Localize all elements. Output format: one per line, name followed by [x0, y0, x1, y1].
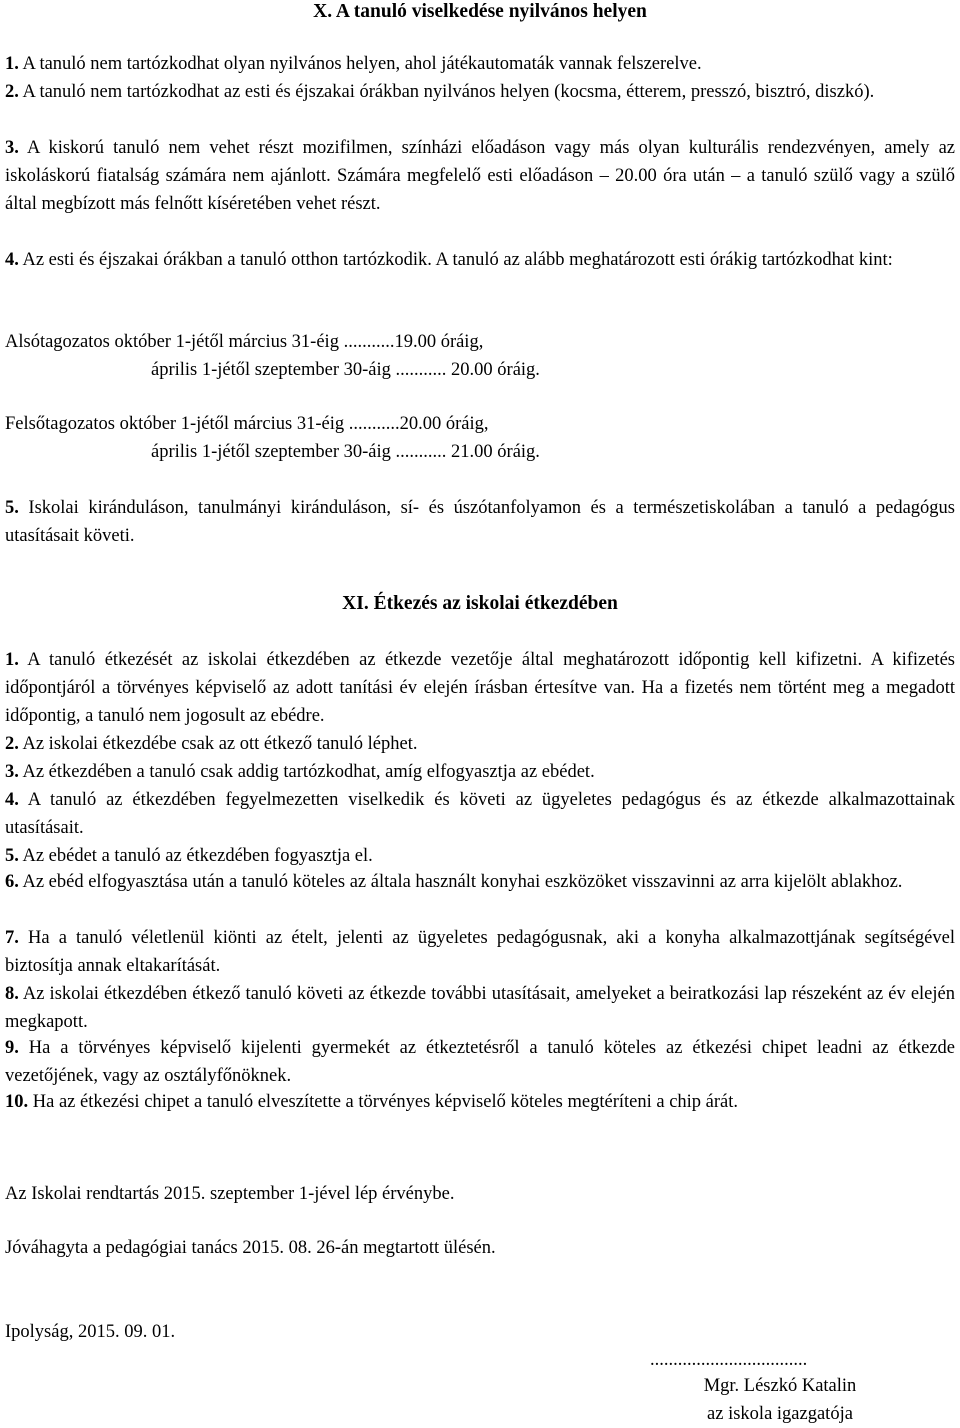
- schedule-level: Alsótagozatos: [5, 332, 110, 352]
- rule-number: 9.: [5, 1038, 19, 1058]
- schedule-row-1: október 1-jétől március 31-éig ...........19.00 óráig,: [109, 332, 484, 352]
- schedule-row-1: október 1-jétől március 31-éig ...........20.00 óráig,: [114, 414, 489, 434]
- rule-10-3: [5, 134, 955, 218]
- rule-text: A tanuló nem tartózkodhat az esti és éjszakai órákban nyilvános helyen (kocsma, étterem, presszó, bisztró, diszkó).: [18, 82, 875, 102]
- rule-11-1: [5, 646, 955, 730]
- rule-number: 5.: [5, 498, 19, 518]
- rule-10-2: [5, 78, 955, 106]
- rule-number: 4.: [5, 250, 19, 270]
- rule-number: 8.: [5, 984, 19, 1004]
- rule-11-9: [5, 1034, 955, 1090]
- schedule-upper-grades: [5, 410, 540, 466]
- rule-text: A tanuló nem tartózkodhat olyan nyilvános helyen, ahol játékautomaták vannak felszerelve.: [18, 54, 702, 74]
- rule-11-2: [5, 730, 955, 758]
- rule-11-7: [5, 924, 955, 980]
- rule-text: Ha a törvényes képviselő kijelenti gyermekét az étkeztetésről a tanuló köteles az étkezési chipet leadni az étkezde vezetőjének, vagy az osztályfőnöknek.: [5, 1038, 955, 1086]
- rule-number: 7.: [5, 928, 19, 948]
- rule-11-6: [5, 868, 955, 896]
- rule-text: Az étkezdében a tanuló csak addig tartózkodhat, amíg elfogyasztja az ebédet.: [18, 762, 595, 782]
- rule-11-5: [5, 842, 955, 870]
- effective-date-statement: Az Iskolai rendtartás 2015. szeptember 1-jével lép érvénybe.: [5, 1184, 455, 1204]
- rule-text: Az iskolai étkezdében étkező tanuló követi az étkezde további utasításait, amelyeket a beiratkozási lap részeként az év elején megkapott.: [5, 984, 955, 1032]
- rule-11-4: [5, 786, 955, 842]
- schedule-row-2: április 1-jétől szeptember 30-áig ........... 21.00 óráig.: [151, 442, 540, 462]
- rule-11-3: [5, 758, 955, 786]
- rule-10-4: [5, 246, 955, 274]
- signature-line: ..................................: [650, 1350, 808, 1370]
- rule-number: 5.: [5, 846, 19, 866]
- rule-text: Iskolai kiránduláson, tanulmányi kiránduláson, sí- és úszótanfolyamon és a természetiskolában a tanuló a pedagógus utasításait követi.: [5, 498, 955, 546]
- rule-number: 6.: [5, 872, 19, 892]
- rule-10-1: [5, 50, 955, 78]
- rule-text: Az esti és éjszakai órákban a tanuló otthon tartózkodik. A tanuló az alább meghatározott esti órákig tartózkodhat kint:: [18, 250, 893, 270]
- rule-number: 10.: [5, 1092, 29, 1112]
- rule-text: Az iskolai étkezdébe csak az ott étkező tanuló léphet.: [18, 734, 418, 754]
- schedule-level: Felsőtagozatos: [5, 414, 115, 434]
- rule-number: 4.: [5, 790, 19, 810]
- rule-text: Ha a tanuló véletlenül kiönti az ételt, jelenti az ügyeletes pedagógusnak, aki a konyha alkalmazottjának segítségével biztosítja annak eltakarítását.: [5, 928, 955, 976]
- rule-text: Az ebédet a tanuló az étkezdében fogyasztja el.: [18, 846, 373, 866]
- signer-name: Mgr. Lészkó Katalin: [703, 1376, 857, 1396]
- rule-number: 3.: [5, 762, 19, 782]
- rule-text: Ha az étkezési chipet a tanuló elveszítette a törvényes képviselő köteles megtéríteni a chip árát.: [28, 1092, 739, 1112]
- rule-text: A kiskorú tanuló nem vehet részt mozifilmen, színházi előadáson vagy más olyan kulturális rendezvényen, amely az iskoláskorú fiatalság számára nem ajánlott. Számára megfelelő esti előadáson – 20.00 óra után – a tanuló szülő vagy a szülő által megbízott más felnőtt kíséretében vehet részt.: [5, 138, 955, 214]
- rule-text: A tanuló étkezését az iskolai étkezdében az étkezde vezetője által meghatározott időpontig kell kifizetni. A kifizetés időpontjáról a törvényes képviselő az adott tanítási év elején írásban értesítve van. Ha a fizetés nem történt meg a megadott időpontig, a tanuló nem jogosult az ebédre.: [5, 650, 955, 726]
- rule-11-8: [5, 980, 955, 1036]
- signer-role: az iskola igazgatója: [707, 1404, 853, 1424]
- section-11-title: XI. Étkezés az iskolai étkezdében: [342, 593, 618, 614]
- rule-number: 1.: [5, 54, 19, 74]
- rule-11-10: [5, 1088, 955, 1116]
- schedule-lower-grades: [5, 328, 540, 384]
- rule-number: 2.: [5, 734, 19, 754]
- rule-number: 3.: [5, 138, 19, 158]
- approval-statement: Jóváhagyta a pedagógiai tanács 2015. 08. 26-án megtartott ülésén.: [5, 1238, 496, 1258]
- rule-number: 1.: [5, 650, 19, 670]
- rule-text: Az ebéd elfogyasztása után a tanuló köteles az általa használt konyhai eszközöket visszavinni az arra kijelölt ablakhoz.: [18, 872, 903, 892]
- rule-text: A tanuló az étkezdében fegyelmezetten viselkedik és követi az ügyeletes pedagógus és az étkezde alkalmazottainak utasításait.: [5, 790, 955, 838]
- schedule-row-2: április 1-jétől szeptember 30-áig ........... 20.00 óráig.: [151, 360, 540, 380]
- section-10-title: X. A tanuló viselkedése nyilvános helyen: [313, 1, 647, 22]
- place-and-date: Ipolyság, 2015. 09. 01.: [5, 1322, 176, 1342]
- rule-10-5: [5, 494, 955, 550]
- rule-number: 2.: [5, 82, 19, 102]
